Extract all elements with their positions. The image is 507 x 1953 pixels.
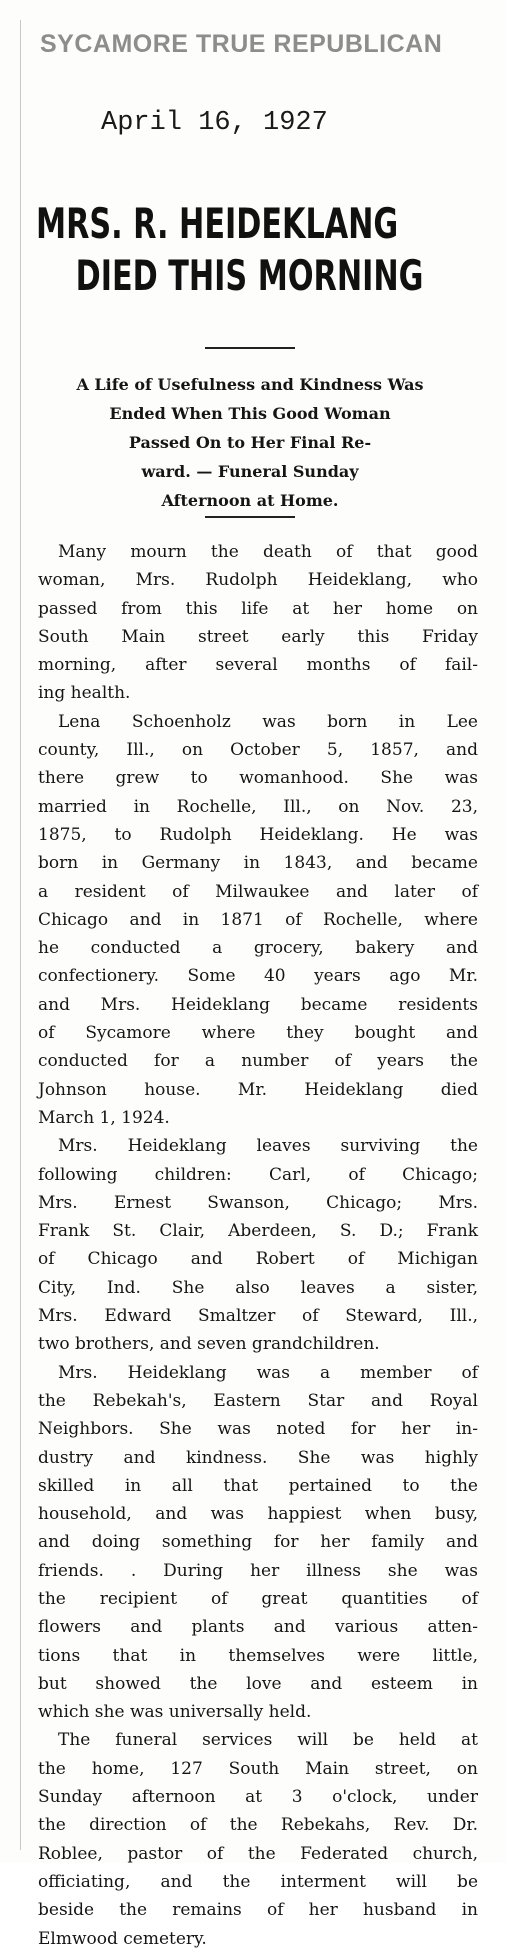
body-line: household, and was happiest when busy, — [38, 1504, 478, 1525]
body-line: Mrs. Heideklang was a member of — [58, 1362, 478, 1383]
body-line: ing health. — [38, 683, 131, 704]
body-line: Lena Schoenholz was born in Lee — [58, 711, 478, 732]
body-line: Mrs. Edward Smaltzer of Steward, Ill., — [38, 1306, 478, 1327]
body-line: which she was universally held. — [38, 1702, 312, 1723]
body-line: conducted for a number of years the — [38, 1051, 478, 1072]
body-line: Roblee, pastor of the Federated church, — [38, 1843, 478, 1864]
body-line: officiating, and the interment will be — [38, 1871, 478, 1892]
body-line: Mrs. Ernest Swanson, Chicago; Mrs. — [38, 1192, 478, 1213]
body-line: passed from this life at her home on — [38, 598, 478, 619]
body-line: friends. . During her illness she was — [38, 1560, 478, 1581]
headline — [36, 198, 424, 302]
body-line: county, Ill., on October 5, 1857, and — [38, 740, 478, 761]
body-line: the direction of the Rebekahs, Rev. Dr. — [38, 1815, 478, 1836]
body-line: tions that in themselves were little, — [38, 1645, 478, 1666]
body-line: and doing something for her family and — [38, 1532, 478, 1553]
subheadline — [30, 370, 470, 515]
newspaper-name: SYCAMORE TRUE REPUBLICAN — [40, 30, 443, 58]
headline-line-1: MRS. R. HEIDEKLANG — [36, 199, 399, 248]
body-line: and Mrs. Heideklang became residents — [38, 994, 478, 1015]
body-line: South Main street early this Friday — [38, 626, 478, 647]
body-line: Sunday afternoon at 3 o'clock, under — [38, 1787, 478, 1808]
body-line: the recipient of great quantities of — [38, 1588, 478, 1609]
article-body — [38, 538, 478, 1953]
body-line: beside the remains of her husband in — [38, 1900, 478, 1921]
headline-divider — [205, 347, 295, 349]
subhead-line: A Life of Usefulness and Kindness Was — [76, 375, 424, 394]
body-line: he conducted a grocery, bakery and — [38, 938, 478, 959]
body-line: Frank St. Clair, Aberdeen, S. D.; Frank — [38, 1221, 478, 1242]
body-line: Neighbors. She was noted for her in- — [38, 1419, 478, 1440]
body-line: City, Ind. She also leaves a sister, — [38, 1277, 478, 1298]
body-line: Elmwood cemetery. — [38, 1928, 207, 1949]
body-line: March 1, 1924. — [38, 1107, 170, 1128]
body-line: Chicago and in 1871 of Rochelle, where — [38, 909, 478, 930]
body-line: Many mourn the death of that good — [58, 542, 478, 562]
body-line: a resident of Milwaukee and later of — [38, 881, 478, 902]
body-line: woman, Mrs. Rudolph Heideklang, who — [38, 570, 478, 591]
body-line: Johnson house. Mr. Heideklang died — [38, 1079, 478, 1100]
body-line: two brothers, and seven grandchildren. — [38, 1334, 380, 1355]
publication-date: April 16, 1927 — [101, 108, 328, 138]
subhead-line: Passed On to Her Final Re- — [128, 433, 372, 452]
body-line: confectionery. Some 40 years ago Mr. — [38, 966, 478, 987]
body-line: following children: Carl, of Chicago; — [38, 1164, 478, 1185]
body-line: flowers and plants and various atten- — [38, 1617, 478, 1638]
body-line: The funeral services will be held at — [58, 1730, 478, 1751]
subhead-line: Ended When This Good Woman — [109, 404, 391, 423]
headline-line-2: DIED THIS MORNING — [75, 251, 424, 300]
body-line: married in Rochelle, Ill., on Nov. 23, — [38, 796, 478, 817]
body-line: of Chicago and Robert of Michigan — [38, 1249, 478, 1270]
body-line: of Sycamore where they bought and — [38, 1023, 478, 1044]
body-line: dustry and kindness. She was highly — [38, 1447, 478, 1468]
body-line: 1875, to Rudolph Heideklang. He was — [38, 824, 478, 845]
clipping-edge — [20, 20, 21, 1850]
body-line: born in Germany in 1843, and became — [38, 853, 478, 874]
body-line: the Rebekah's, Eastern Star and Royal — [38, 1390, 478, 1411]
body-line: Mrs. Heideklang leaves surviving the — [58, 1136, 478, 1157]
subhead-divider — [205, 516, 295, 518]
body-line: morning, after several months of fail- — [38, 655, 478, 676]
body-line: but showed the love and esteem in — [38, 1673, 478, 1694]
subhead-line: Afternoon at Home. — [161, 491, 339, 510]
body-line: the home, 127 South Main street, on — [38, 1758, 478, 1779]
subhead-line: ward. — Funeral Sunday — [141, 462, 359, 481]
body-line: there grew to womanhood. She was — [38, 768, 478, 789]
body-line: skilled in all that pertained to the — [38, 1475, 478, 1496]
